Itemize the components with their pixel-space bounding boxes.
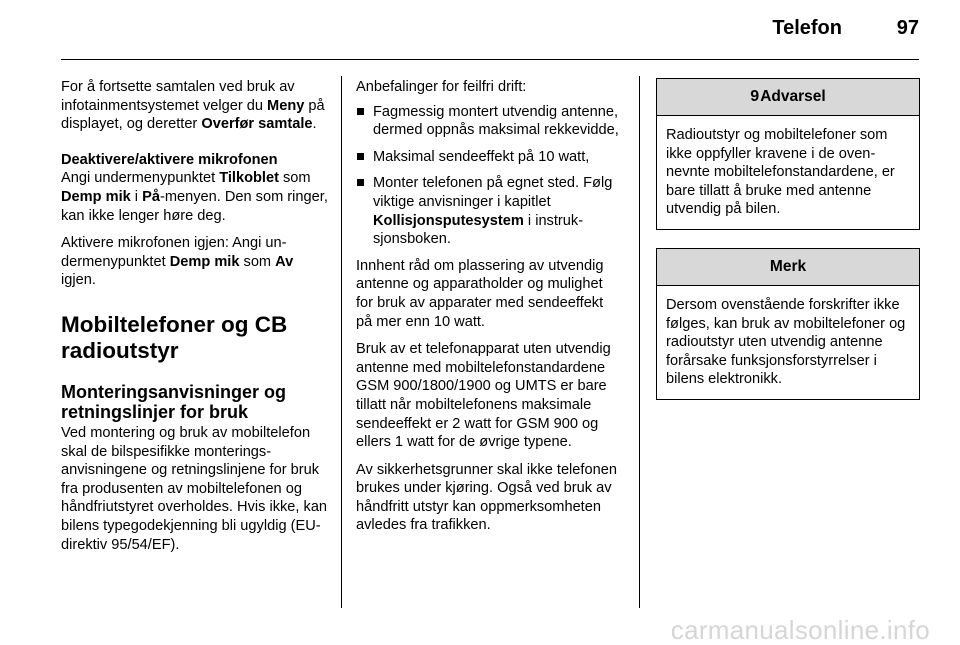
text-span: som: [278, 170, 311, 187]
transfer-call-paragraph: [61, 78, 329, 134]
microphone-heading: Deaktivere/aktivere mikrofonen: [61, 151, 278, 168]
watermark: carmanualsonline.info: [670, 615, 930, 645]
page-header: [0, 0, 960, 60]
installation-paragraph: Ved montering og bruk av mobiltelefon skal de bilspesifikke monteringsanvisningene og retningslinjene for bruk fra produsenten av mobiltelefonen og håndfriutstyret overholdes. Hvis ikke, kan bilens typegodekjenning bli ugyldig (EU-direktiv 95/54/EF).: [61, 424, 328, 553]
bullet-icon: [357, 179, 364, 186]
note-header: Merk: [657, 249, 919, 286]
note-box: [656, 248, 920, 400]
recommendations-intro: Anbefalinger for feilfri drift:: [356, 79, 527, 95]
page-number: 97: [896, 17, 919, 39]
section-title: Mobiltelefoner og CB radioutstyr: [61, 311, 288, 363]
mute-mic-term: Demp mik: [169, 253, 240, 270]
text-span: på displayet, og deretter: [61, 97, 325, 133]
warning-text: Radioutstyr og mobiltelefoner som ikke oppfyller kravene i de ovennevnte mobiltelefonstandardene, er bare tillatt å bruke med antenne utvendig på bilen.: [666, 127, 895, 218]
column-divider-left: [341, 76, 342, 608]
list-item-text: Fagmessig montert utvendig antenne, dermed oppnås maksimal rekkevidde,: [373, 103, 619, 139]
text-span: .: [312, 116, 317, 133]
list-item-text: Monter telefonen på egnet sted. Følg viktige anvisninger i kapitlet: [373, 175, 613, 210]
note-text: Dersom ovenstående forskrifter ikke følges, kan bruk av mobiltelefoner og radioutstyr uten utvendig antenne forårsake funksjonsforstyrrelser i bilens elektronikk.: [666, 296, 906, 388]
recommendations-list: [356, 103, 622, 249]
list-item: [356, 103, 622, 140]
list-item-text: i instruksjonsboken.: [373, 212, 584, 248]
text-span: -menyen. Den som ringer, kan ikke lenger høre deg.: [61, 188, 328, 224]
text-span: i: [130, 188, 143, 205]
text-span: Angi undermenypunktet: [61, 170, 220, 187]
list-item: [356, 148, 622, 167]
text-span: som: [239, 253, 276, 270]
unmute-paragraph: [61, 234, 329, 290]
safety-paragraph: Av sikkerhetsgrunner skal ikke telefonen brukes under kjøring. Også ved bruk av håndfritt utstyr kan oppmerksomheten avledes fra trafikken.: [356, 461, 617, 534]
column-middle: [356, 78, 622, 544]
list-item-text: Maksimal sendeeffekt på 10 watt,: [373, 148, 590, 165]
bullet-icon: [357, 108, 364, 115]
warning-title: Advarsel: [760, 88, 826, 105]
list-item: [356, 174, 622, 248]
antenna-advice-paragraph: Innhent råd om plassering av utvendig antenne og apparatholder og mulighet for bruk av apparater med sendeeffekt på mer enn 10 watt.: [356, 257, 604, 330]
column-left: [61, 78, 329, 563]
text-span: igjen.: [61, 272, 96, 289]
transfer-call-term: Overfør samtale: [201, 116, 313, 133]
mute-paragraph: [61, 169, 329, 225]
subsection-title: Monteringsanvisninger og retningslinjer for bruk: [61, 381, 287, 422]
on-term: På: [142, 188, 160, 205]
connected-term: Tilkoblet: [219, 170, 279, 187]
text-span: For å fortsette samtalen ved bruk av infotainmentsystemet velger du: [61, 79, 295, 114]
column-divider-right: [639, 76, 640, 608]
gsm-paragraph: Bruk av et telefonapparat uten utvendig antenne med mobiltelefonstandardene GSM 900/1800/1900 og UMTS er bare tillatt når mobiltelefonens maksimale sendeeffekt er 2 watt for GSM 900 og ellers 1 watt for de øvrige typene.: [356, 341, 611, 451]
off-term: Av: [275, 253, 294, 270]
column-right: [656, 78, 920, 418]
text-span: Aktivere mikrofonen igjen: Angi undermenypunktet: [61, 235, 287, 270]
header-divider: [61, 59, 919, 60]
mute-mic-term: Demp mik: [61, 188, 131, 205]
warning-icon: 9: [750, 88, 760, 105]
bullet-icon: [357, 153, 364, 160]
airbag-system-term: Kollisjonsputesystem: [373, 212, 524, 229]
page-title: Telefon: [772, 17, 842, 39]
menu-term: Meny: [267, 97, 305, 114]
warning-header: [657, 79, 919, 116]
warning-box: [656, 78, 920, 230]
